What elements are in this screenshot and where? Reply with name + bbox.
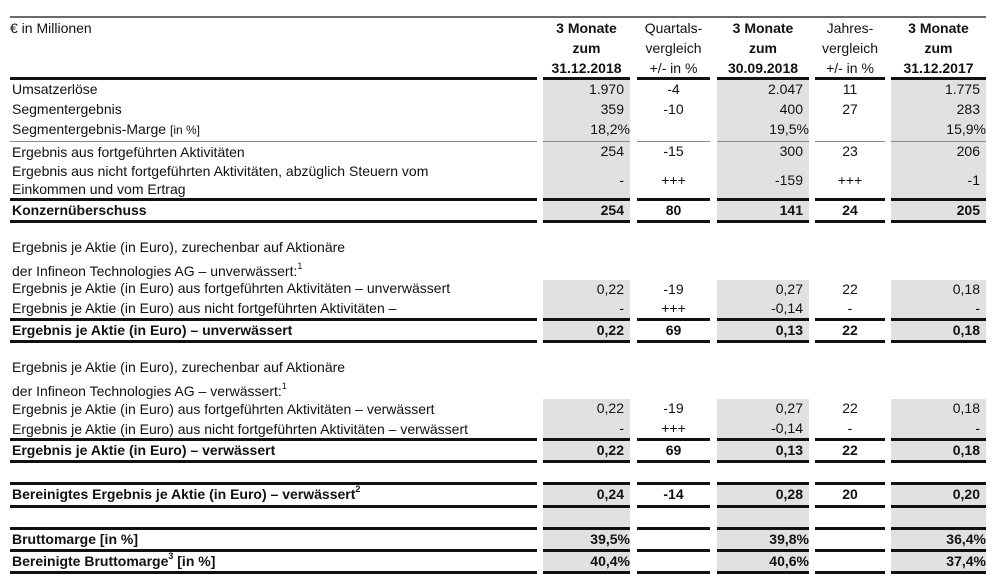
divider xyxy=(891,571,986,574)
row-label-segment: Segmentergebnis xyxy=(12,101,122,117)
cell-eps-basic-nicht: -0,14 xyxy=(717,299,809,318)
divider xyxy=(815,460,885,463)
cell-nicht-fortg: -1 xyxy=(891,162,986,198)
cell-marge: 15,9% xyxy=(891,120,986,141)
cell-eps-dil-nicht: - xyxy=(543,419,630,438)
cell-konzern: 205 xyxy=(891,201,986,220)
cell-eps-dil-fortg: -19 xyxy=(663,400,684,416)
value-column-5 xyxy=(891,0,986,585)
value-column-2 xyxy=(637,0,710,585)
column-header: 3 Monate zum 30.09.2018 xyxy=(727,20,799,76)
divider xyxy=(637,220,710,223)
cell-eps-dil-nicht: - xyxy=(847,420,853,436)
cell-eps-adj: 20 xyxy=(842,486,858,502)
cell-eps-adj: -14 xyxy=(663,486,684,502)
divider xyxy=(815,571,885,574)
cell-fortg: 206 xyxy=(891,142,986,162)
cell-fortg: 23 xyxy=(842,143,858,159)
cell-eps-dil-nicht: -0,14 xyxy=(717,419,809,438)
row-label-nicht-fortg-2: Einkommen und vom Ertrag xyxy=(12,181,186,197)
divider xyxy=(10,505,537,508)
divider xyxy=(10,141,537,142)
cell-brutto: 36,4% xyxy=(891,530,986,549)
eps-basic-header-1: Ergebnis je Aktie (in Euro), zurechenbar auf Aktionäre xyxy=(12,239,346,255)
cell-eps-dil-fortg: 22 xyxy=(842,400,858,416)
cell-eps-dil-total: 0,18 xyxy=(891,441,986,460)
cell-brutto-adj xyxy=(815,552,885,571)
cell-eps-dil-total: 69 xyxy=(665,442,682,458)
cell-eps-basic-nicht: - xyxy=(847,300,853,316)
cell-marge xyxy=(815,120,885,141)
cell-marge: 18,2% xyxy=(543,120,630,141)
divider xyxy=(717,220,809,223)
divider xyxy=(637,571,710,574)
cell-eps-basic-total: 0,22 xyxy=(543,321,630,340)
cell-brutto-adj: 40,4% xyxy=(543,552,630,571)
cell-marge: 19,5% xyxy=(717,120,809,141)
cell-empty xyxy=(717,508,809,527)
value-column-1 xyxy=(543,0,630,585)
cell-brutto-adj xyxy=(637,552,710,571)
cell-eps-basic-fortg: -19 xyxy=(663,281,684,297)
divider xyxy=(543,460,630,463)
cell-empty xyxy=(891,508,986,527)
row-label-eps-basic-fortg: Ergebnis je Aktie (in Euro) aus fortgeführten Aktivitäten – unverwässert xyxy=(12,280,451,296)
row-label-eps-dil-nicht: Ergebnis je Aktie (in Euro) aus nicht fortgeführten Aktivitäten – verwässert xyxy=(12,421,469,437)
divider xyxy=(717,340,809,343)
cell-eps-adj: 0,20 xyxy=(891,485,986,505)
column-header: Jahres- vergleich +/- in % xyxy=(821,20,879,76)
cell-eps-adj: 0,28 xyxy=(717,485,809,505)
cell-umsatz: -4 xyxy=(667,81,680,97)
divider xyxy=(637,340,710,343)
row-label-umsatz: Umsatzerlöse xyxy=(12,81,98,97)
cell-eps-basic-fortg: 0,22 xyxy=(543,280,630,299)
cell-eps-basic-total: 69 xyxy=(665,322,682,338)
cell-konzern: 254 xyxy=(543,201,630,220)
divider xyxy=(543,220,630,223)
cell-fortg: 300 xyxy=(717,142,809,162)
cell-empty xyxy=(637,508,710,527)
cell-eps-dil-total: 0,13 xyxy=(717,441,809,460)
cell-umsatz: 2.047 xyxy=(717,80,809,100)
row-label-nicht-fortg-1: Ergebnis aus nicht fortgeführten Aktivitäten, abzüglich Steuern vom xyxy=(12,163,429,179)
eps-basic-header-2: der Infineon Technologies AG – unverwässert:$^1$ xyxy=(12,261,303,279)
row-label-konzern: Konzernüberschuss xyxy=(12,202,147,218)
divider xyxy=(717,460,809,463)
row-label-eps-dil-total: Ergebnis je Aktie (in Euro) – verwässert xyxy=(12,442,276,458)
row-label-eps-adj: Bereinigtes Ergebnis je Aktie (in Euro) – verwässert$^2$ xyxy=(12,484,361,502)
cell-eps-basic-nicht: +++ xyxy=(661,300,686,316)
divider xyxy=(815,220,885,223)
cell-eps-dil-fortg: 0,18 xyxy=(891,399,986,419)
cell-empty xyxy=(543,508,630,527)
cell-nicht-fortg: +++ xyxy=(837,172,863,188)
cell-eps-dil-total: 0,22 xyxy=(543,441,630,460)
row-label-eps-basic-total: Ergebnis je Aktie (in Euro) – unverwässert xyxy=(12,322,293,338)
row-label-brutto: Bruttomarge [in %] xyxy=(12,531,138,547)
cell-eps-dil-fortg: 0,22 xyxy=(543,399,630,419)
cell-eps-basic-total: 0,13 xyxy=(717,321,809,340)
divider xyxy=(815,340,885,343)
label-column xyxy=(10,0,537,585)
cell-eps-dil-nicht: - xyxy=(891,419,986,438)
cell-umsatz: 1.775 xyxy=(891,80,986,100)
divider xyxy=(637,460,710,463)
cell-nicht-fortg: +++ xyxy=(661,172,686,188)
cell-eps-basic-nicht: - xyxy=(543,299,630,318)
cell-fortg: 254 xyxy=(543,142,630,162)
cell-empty xyxy=(815,508,885,527)
row-label-eps-dil-fortg: Ergebnis je Aktie (in Euro) aus fortgeführten Aktivitäten – verwässert xyxy=(12,401,435,417)
divider xyxy=(891,220,986,223)
eps-dil-header-1: Ergebnis je Aktie (in Euro), zurechenbar auf Aktionäre xyxy=(12,359,346,375)
divider xyxy=(10,571,537,574)
cell-eps-basic-nicht: - xyxy=(891,299,986,318)
row-label-fortg: Ergebnis aus fortgeführten Aktivitäten xyxy=(12,144,245,160)
cell-eps-basic-fortg: 22 xyxy=(842,281,858,297)
cell-nicht-fortg: - xyxy=(543,162,630,198)
divider xyxy=(717,571,809,574)
cell-nicht-fortg: -159 xyxy=(717,162,809,198)
cell-eps-basic-fortg: 0,18 xyxy=(891,280,986,299)
cell-eps-basic-total: 0,18 xyxy=(891,321,986,340)
cell-umsatz: 1.970 xyxy=(543,80,630,100)
row-label-marge: Segmentergebnis-Marge [in %] xyxy=(12,121,200,137)
cell-brutto xyxy=(815,530,885,549)
divider xyxy=(543,571,630,574)
cell-eps-adj: 0,24 xyxy=(543,485,630,505)
cell-brutto-adj: 40,6% xyxy=(717,552,809,571)
cell-brutto-adj: 37,4% xyxy=(891,552,986,571)
cell-eps-dil-total: 22 xyxy=(842,442,858,458)
column-header: 3 Monate zum 31.12.2017 xyxy=(903,20,974,76)
cell-brutto: 39,8% xyxy=(717,530,809,549)
unit-label: € in Millionen xyxy=(10,20,92,36)
column-header: 3 Monate zum 31.12.2018 xyxy=(551,20,622,76)
cell-konzern: 141 xyxy=(717,201,809,220)
row-label-eps-basic-nicht: Ergebnis je Aktie (in Euro) aus nicht fortgeführten Aktivitäten – xyxy=(12,300,397,316)
cell-brutto xyxy=(637,530,710,549)
row-label-brutto-adj: Bereinigte Bruttomarge$^3$ [in %] xyxy=(12,551,216,569)
divider xyxy=(10,460,537,463)
divider xyxy=(10,220,537,223)
cell-eps-dil-nicht: +++ xyxy=(661,420,686,436)
divider xyxy=(543,340,630,343)
cell-konzern: 24 xyxy=(842,202,858,218)
cell-eps-dil-fortg: 0,27 xyxy=(717,399,809,419)
column-header: Quartals- vergleich +/- in % xyxy=(644,20,703,76)
cell-brutto: 39,5% xyxy=(543,530,630,549)
cell-eps-basic-fortg: 0,27 xyxy=(717,280,809,299)
cell-segment: 283 xyxy=(891,100,986,120)
cell-segment: -10 xyxy=(663,101,684,117)
eps-dil-header-2: der Infineon Technologies AG – verwässert:$^1$ xyxy=(12,381,287,399)
cell-segment: 27 xyxy=(842,101,858,117)
value-column-3 xyxy=(717,0,809,585)
cell-umsatz: 11 xyxy=(842,81,858,97)
cell-segment: 359 xyxy=(543,100,630,120)
value-column-4 xyxy=(815,0,885,585)
cell-konzern: 80 xyxy=(665,202,682,218)
cell-marge xyxy=(637,120,710,141)
cell-segment: 400 xyxy=(717,100,809,120)
cell-fortg: -15 xyxy=(663,143,684,159)
cell-eps-basic-total: 22 xyxy=(842,322,858,338)
divider xyxy=(10,340,537,343)
divider xyxy=(891,340,986,343)
divider xyxy=(891,460,986,463)
